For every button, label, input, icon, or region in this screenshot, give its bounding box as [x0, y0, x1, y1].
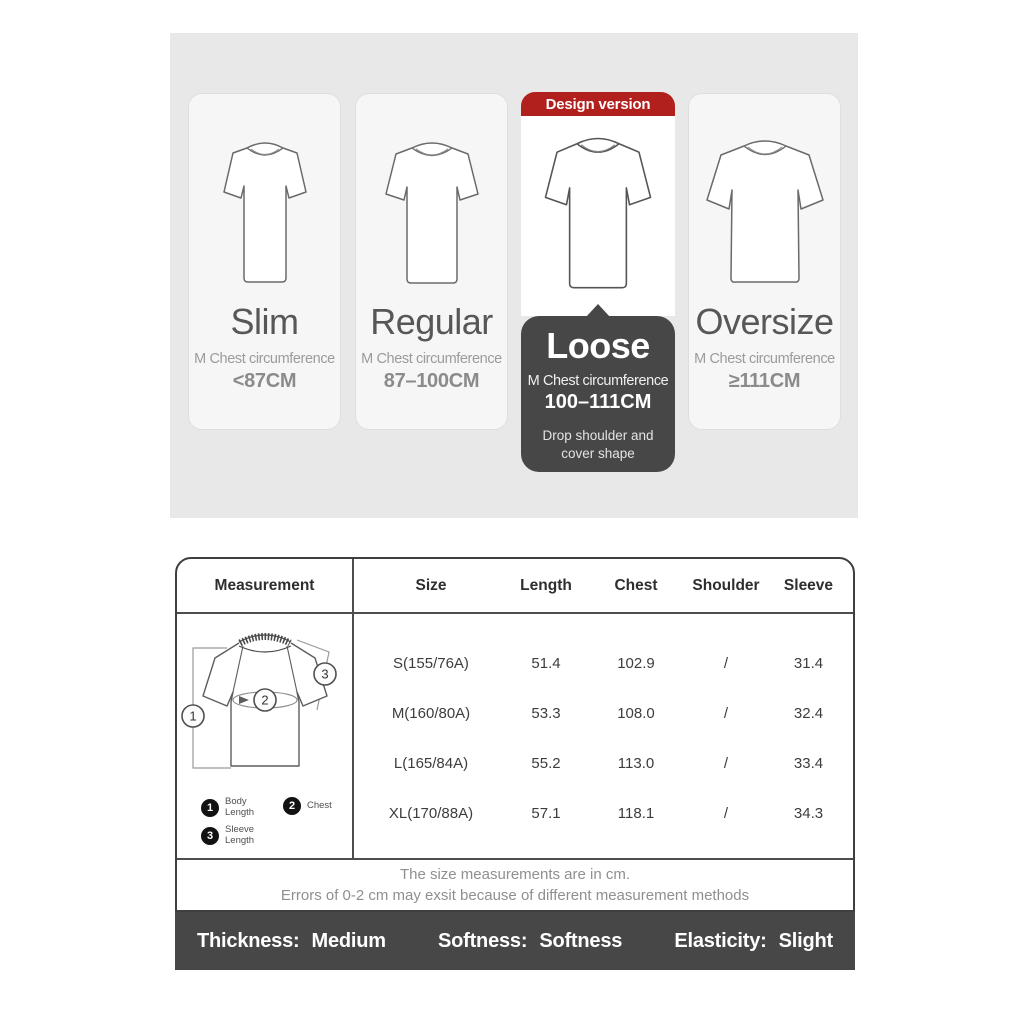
- oversize-tshirt-illustration: [695, 132, 835, 290]
- callout-2: 2: [261, 692, 269, 708]
- legend-dot-1: 1: [201, 799, 219, 817]
- attr-elasticity: Elasticity: Slight: [674, 929, 833, 952]
- slim-tshirt-illustration: [195, 132, 335, 290]
- col-header-shoulder: Shoulder: [692, 576, 760, 594]
- fit-range-value: 87–100CM: [383, 370, 480, 392]
- size-table: [177, 559, 853, 858]
- col-header-length: Length: [520, 576, 572, 594]
- measurement-tshirt-diagram: [177, 618, 350, 790]
- fit-card-slim: [188, 93, 341, 430]
- measurement-header: Measurement: [177, 559, 352, 614]
- attr-thickness: Thickness: Medium: [197, 929, 386, 952]
- table-rows: [354, 614, 853, 858]
- fit-card-oversize: [688, 93, 841, 430]
- legend-item-sleeve-length: 3 Sleeve Length: [201, 825, 269, 847]
- fabric-attributes-bar: [175, 912, 855, 970]
- table-row: S(155/76A) 51.4 102.9 / 31.4: [393, 654, 824, 672]
- size-chart-block: [175, 557, 855, 970]
- loose-card-body: [521, 116, 675, 316]
- fit-sub-label: M Chest circumference: [194, 351, 335, 367]
- regular-tshirt-illustration: [362, 132, 502, 290]
- legend-item-body-length: 1 Body Length: [201, 797, 269, 819]
- fit-card-regular: [355, 93, 508, 430]
- fit-range-value: 100–111CM: [544, 391, 652, 413]
- fit-range-value: ≥111CM: [728, 370, 801, 392]
- table-column-headers: [354, 559, 853, 614]
- fit-range-value: <87CM: [232, 370, 297, 392]
- callout-3: 3: [321, 666, 329, 682]
- fit-name: Loose: [546, 325, 650, 366]
- legend-dot-3: 3: [201, 827, 219, 845]
- measurement-note: [177, 858, 853, 910]
- measurement-diagram: [177, 614, 352, 858]
- fit-name: Regular: [370, 301, 493, 342]
- fit-note: Drop shoulder and cover shape: [542, 428, 654, 461]
- fit-sub-label: M Chest circumference: [694, 351, 835, 367]
- attr-softness: Softness: Softness: [437, 929, 623, 952]
- diagram-legend: [177, 795, 352, 847]
- callout-1: 1: [189, 708, 197, 724]
- legend-dot-2: 2: [283, 797, 301, 815]
- table-row: M(160/80A) 53.3 108.0 / 32.4: [391, 704, 824, 722]
- note-line-1: The size measurements are in cm.: [399, 866, 631, 883]
- loose-tshirt-illustration: [524, 128, 672, 294]
- legend-item-chest: 2 Chest: [283, 797, 332, 815]
- table-row: L(165/84A) 55.2 113.0 / 33.4: [393, 754, 824, 772]
- col-header-chest: Chest: [614, 576, 658, 594]
- fit-card-loose: [521, 92, 675, 472]
- fit-name: Oversize: [695, 301, 834, 342]
- note-line-2: Errors of 0-2 cm may exsit because of different measurement methods: [280, 887, 750, 904]
- size-table-frame: [175, 557, 855, 912]
- loose-info-bubble: [521, 316, 675, 472]
- col-header-sleeve: Sleeve: [783, 576, 834, 594]
- design-version-badge: Design version: [521, 92, 675, 116]
- fit-guide-panel: [170, 33, 858, 518]
- table-row: XL(170/88A) 57.1 118.1 / 34.3: [388, 804, 824, 822]
- fit-name: Slim: [230, 301, 299, 342]
- fit-sub-label: M Chest circumference: [527, 373, 669, 389]
- fit-sub-label: M Chest circumference: [361, 351, 502, 367]
- size-data-columns: [354, 559, 853, 858]
- col-header-size: Size: [415, 576, 447, 594]
- measurement-column: [177, 559, 354, 858]
